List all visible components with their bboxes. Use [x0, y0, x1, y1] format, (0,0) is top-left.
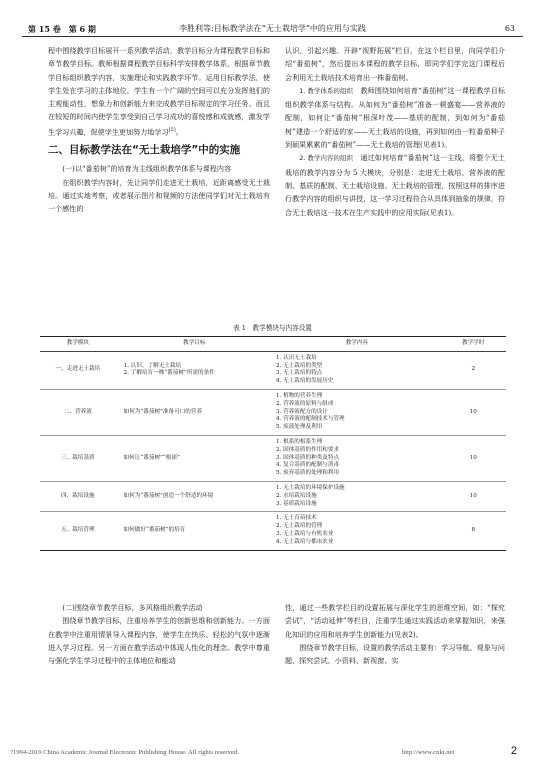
right-column-bottom	[285, 601, 505, 667]
left-column	[48, 44, 270, 216]
list-item: 1. 教学体系的组织 教师围绕如何培育“番茄树”这一课程教学目标组织教学体系与结构。从如何为“番茄树”准备一顿盛宴——营养液的配制，如何让“番茄树”根深叶茂——基质的配制，到如何为“番茄树”建造一个舒适的家——无土栽培的设施，再到如何由一粒番茄种子到硕果累累的“番茄树”——无土栽培的管理(见表1)。	[285, 85, 505, 150]
content-cell	[273, 512, 441, 550]
hours-cell: 10	[441, 389, 506, 435]
content-line: 1. 根系的根系生理	[275, 438, 323, 445]
content-cell	[273, 435, 441, 481]
content-line: 1. 认识无土栽培	[275, 354, 317, 361]
list-item: 2. 教学内容的组织 通过如何培育“番茄树”这一主线，将整个无土栽培的教学内容分为 5 大模块，分别是：走进无土栽培、营养液的配制、基质的配制、无土栽培设施、无土栽培的管理，按照这样的排序进行教学内容的组织与讲授，这一学习过程符合从具体到抽象的规律，符合无土栽培这一技术在生产实践中的应用实际(见表1)。	[285, 153, 505, 217]
hours-cell: 2	[441, 351, 506, 389]
content-line: 3. 营养液配方的设计	[275, 408, 328, 415]
module-cell: 五、栽培管理	[40, 512, 116, 550]
table-header-row	[40, 337, 506, 352]
table-caption: 表 1 教学模块与内容设置	[233, 324, 312, 332]
content-line: 2. 营养液的原料与组成	[275, 400, 334, 407]
goal-line: 1. 认识、了解无土栽培	[123, 362, 182, 369]
module-cell: 三、栽培基质	[40, 435, 116, 481]
section-heading: 二、目标教学法在“无土栽培学”中的实施	[48, 144, 241, 157]
content-cell	[273, 481, 441, 511]
citation: [5]	[168, 126, 176, 133]
content-line: 3. 基质栽培设施	[275, 500, 317, 507]
subsection-heading: (一)以“番茄树”的培育为主线组织教学体系与课程内容	[62, 164, 232, 174]
hours-cell: 10	[441, 435, 506, 481]
col-header: 教学学时	[441, 337, 506, 352]
module-table	[40, 336, 506, 551]
goal-cell	[116, 389, 273, 435]
page-number: 63	[504, 24, 515, 33]
col-header: 教学模块	[40, 337, 116, 352]
content-line: 1. 无土育苗技术	[275, 515, 317, 522]
module-cell: 四、栽培设施	[40, 481, 116, 511]
right-column	[285, 44, 505, 219]
footer	[10, 745, 535, 758]
goal-line: 2. 了解培育一株“番茄树”所需的条件	[123, 370, 215, 377]
footer-url: http://www.cnki.net	[402, 749, 455, 756]
content-line: 1. 无土栽培的环境保护设施	[275, 484, 345, 491]
content-line: 3. 固体基质的种类及特点	[275, 454, 340, 461]
issue-label: 第 15 卷 第 6 期	[28, 24, 96, 34]
running-header	[22, 22, 523, 37]
goal-cell	[116, 351, 273, 389]
goal-cell	[116, 512, 273, 550]
table-row	[40, 481, 506, 511]
paragraph: 围绕章节教学目标，注重培养学生的创新思维和创新能力。一方面在教学中注重用情景导入课程内容，使学生在快乐、轻松的气氛中逐渐进入学习过程。另一方面在教学活动中体现人性化的理念。教学中尊重与强化学生学习过程中的主体地位和能动	[48, 616, 270, 666]
col-header: 教学内容	[273, 337, 441, 352]
col-header: 教学目标	[116, 337, 273, 352]
item-label: 2. 教学内容的组织	[299, 154, 354, 163]
goal-line: 如何为“番茄树”创造一个舒适的环境	[123, 492, 214, 499]
goal-line: 如何让“番茄树”“根深”	[123, 454, 180, 461]
content-line: 2. 水培栽培设施	[275, 492, 317, 499]
paragraph: 性，通过一些教学栏目的设置拓展与深化学生的思维空间，如：“探究尝试”，“活动延伸”等栏目，注重学生通过实践活动来掌握知识，来强化知识的应用和培养学生创新能力(见表2)。	[285, 603, 505, 639]
goal-line: 如何为“番茄树”准备可口的营养	[123, 408, 203, 415]
item-label: 1. 教学体系的组织	[299, 86, 354, 95]
content-line: 5. 废弃基质的处理和利用	[275, 470, 340, 477]
hours-cell: 10	[441, 481, 506, 511]
paragraph: 围绕章节教学目标，设置的教学活动主要有：学习导航、观象与问题、探究尝试、小资料、新视窗、实	[285, 642, 505, 666]
goal-line: 如何做好“番茄树”的培育	[123, 527, 186, 534]
left-column-bottom	[48, 601, 270, 667]
table-row	[40, 389, 506, 435]
module-cell: 一、走进无土栽培	[40, 351, 116, 389]
module-cell: 二、营养液	[40, 389, 116, 435]
content-line: 3. 无土栽培与有机农业	[275, 530, 334, 537]
subsection-heading: (二)围绕章节教学目标，多风格组织教学活动	[62, 603, 203, 612]
content-cell	[273, 389, 441, 435]
hours-cell: 8	[441, 512, 506, 550]
content-line: 4. 复合基质的配制与消毒	[275, 462, 340, 469]
paragraph: 认识，引起兴趣。开辟“视野拓展”栏目，在这个栏目里，向同学们介绍“番茄树”，然后提出本课程的教学目标，即同学们学完这门课程后会利用无土栽培技术培育出一株番茄树。	[285, 46, 505, 82]
content-line: 4. 无土栽培的发展历史	[275, 378, 334, 385]
goal-cell	[116, 435, 273, 481]
content-line: 2. 无土栽培的类型	[275, 362, 323, 369]
goal-cell	[116, 481, 273, 511]
content-line: 5. 废液处理及利用	[275, 424, 323, 431]
copyright-text: ?1994-2019 China Academic Journal Electronic Publishing House. All rights reserved.	[10, 749, 239, 756]
table-row	[40, 351, 506, 389]
content-line: 4. 无土栽培与都市农业	[275, 538, 334, 545]
content-line: 3. 无土栽培的特点	[275, 370, 323, 377]
paragraph: 在组织教学内容时，先让同学们走进无土栽培，近距离感受无土栽培。通过实地考察，或者展示图片和视频的方法使同学们对无土栽培有一个感性的	[48, 177, 270, 214]
content-line: 1. 植物的营养生理	[275, 392, 323, 399]
content-line: 4. 营养液的配制技术与管理	[275, 416, 345, 423]
footer-page-number: 2	[510, 745, 517, 757]
table-row	[40, 512, 506, 550]
paragraph: 程中围绕教学目标展开一系列教学活动，教学目标分为课程教学目标和章节教学目标。教师根据课程教学目标科学安排教学体系，根据章节教学目标组织教学内容，实施理论和实践教学环节。运用目标教学法，使学生处在学习的主体地位，学生有一个广阔的空间可以充分发挥他们的主观能动性，想象力和创新能力来完成教学目标规定的学习任务。而且在较短的时间内使学生享受到自己学习成功的喜悦感和成就感，激发学生学习兴趣，促使学生更加努力地学习[5]。	[48, 46, 270, 137]
running-title: 李胜利等:目标教学法在“无土栽培学”中的应用与实践	[179, 24, 366, 33]
content-line: 2. 固体基质的作用和要求	[275, 446, 340, 453]
content-line: 2. 无土栽培的管理	[275, 523, 323, 530]
table-row	[40, 435, 506, 481]
content-cell	[273, 351, 441, 389]
